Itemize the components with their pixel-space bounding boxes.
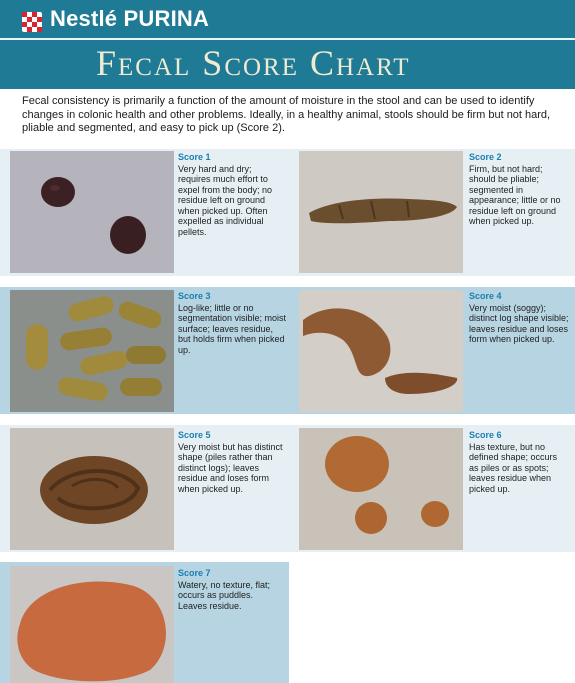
score-7-label: Score 7 [178,568,211,578]
brand-name: Nestlé PURINA [50,6,210,31]
score-1-label: Score 1 [178,152,211,162]
purina-checkerboard-icon [22,12,42,32]
header-banner [0,0,575,89]
score-7-description [178,568,278,611]
score-6-description [469,430,569,494]
score-2-photo [299,151,463,273]
score-5-description [178,430,288,494]
score-3-photo [10,290,174,412]
score-1-text: Very hard and dry; requires much effort to expel from the body; no residue left on ground when picked up. Often expelled as individual pellets. [178,163,273,237]
score-4-photo [299,290,463,412]
score-2-description [469,152,567,227]
score-3-label: Score 3 [178,291,211,301]
score-3-description [178,291,288,355]
score-4-text: Very moist (soggy); distinct log shape visible; leaves residue and loses form when picked up. [469,302,569,344]
score-2-label: Score 2 [469,152,502,162]
score-1-photo [10,151,174,273]
score-5-photo [10,428,174,550]
score-5-label: Score 5 [178,430,211,440]
score-6-text: Has texture, but no defined shape; occurs as piles or as spots; leaves residue when picked up. [469,441,558,494]
score-6-label: Score 6 [469,430,502,440]
score-2-text: Firm, but not hard; should be pliable; segmented in appearance; little or no residue left on ground when picked up. [469,163,561,226]
score-4-description [469,291,569,345]
score-7-photo [10,566,174,683]
score-1-description [178,152,286,237]
header-divider [0,38,575,40]
score-6-photo [299,428,463,550]
score-5-text: Very moist but has distinct shape (piles rather than distinct logs); leaves residue and loses form when picked up. [178,441,283,494]
score-7-text: Watery, no texture, flat; occurs as puddles. Leaves residue. [178,579,271,611]
page-title: Fecal Score Chart [96,43,411,83]
score-4-label: Score 4 [469,291,502,301]
score-3-text: Log-like; little or no segmentation visible; moist surface; leaves residue, but holds firm when picked up. [178,302,287,355]
intro-paragraph: Fecal consistency is primarily a function of the amount of moisture in the stool and can be used to identify changes in colonic health and other problems. Ideally, in a healthy animal, stools should be firm but not hard, pliable and segmented, and easy to pick up (Score 2). [22,95,551,134]
